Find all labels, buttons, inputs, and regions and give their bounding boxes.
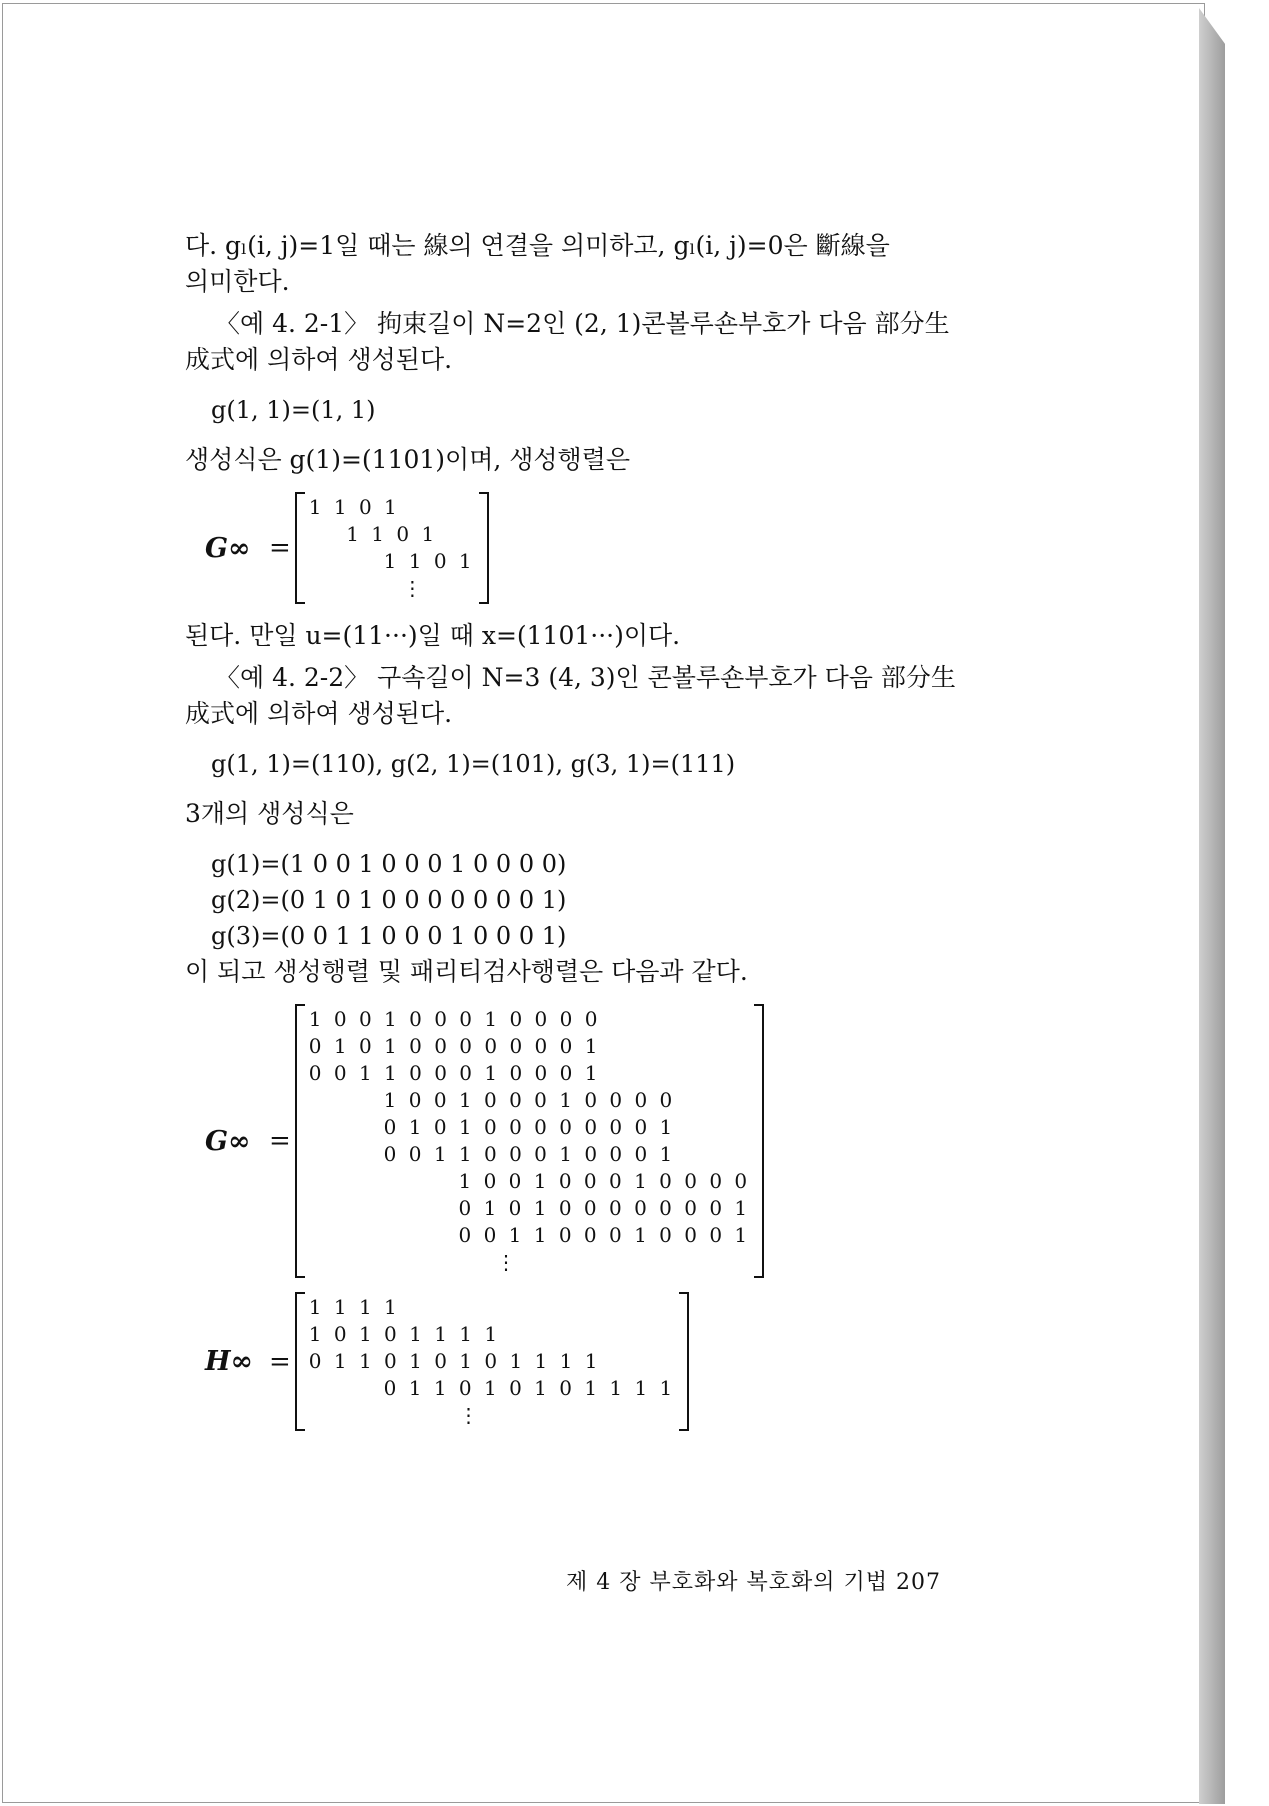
matrix-row: 0 1 0 1 0 0 0 0 0 0 0 1 [308,1115,676,1139]
matrix-row: 0 0 1 1 0 0 0 1 0 0 0 1 [308,1223,751,1247]
generator-matrix-1 [205,492,1000,604]
parity-check-matrix [205,1292,1000,1431]
matrix-label: H∞ [205,1346,254,1377]
matrix-row: 0 1 0 1 0 0 0 0 0 0 0 1 [308,1196,751,1220]
text-line-11: 3개의 생성식은 [185,799,354,828]
matrix-label: G∞ [205,532,251,564]
equation-g2: g(2)=(0 1 0 1 0 0 0 0 0 0 0 1) [211,886,567,914]
page-footer: 제 4 장 부호화와 복호화의 기법 207 [566,1570,941,1595]
text-line-7: 된다. 만일 u=(11···)일 때 x=(1101···)이다. [185,621,681,650]
text-line-2: 의미한다. [185,267,290,296]
matrix-row: 1 0 0 1 0 0 0 1 0 0 0 0 [308,1088,676,1112]
matrix-row: 0 0 1 1 0 0 0 1 0 0 0 1 [308,1142,676,1166]
example-4-2-2-heading: 〈예 4. 2-2〉 구속길이 N=3 (4, 3)인 콘볼루숀부호가 다음 部分生 [215,663,956,692]
matrix-body [295,1292,690,1431]
text-line-1: 다. gₗ(i, j)=1일 때는 線의 연결을 의미하고, gₗ(i, j)=0은 斷線을 [185,231,890,260]
text-line-6: 생성식은 g(1)=(1101)이며, 생성행렬은 [185,445,630,474]
matrix-row: 1 1 1 1 [308,1295,400,1319]
equals-sign: = [269,1126,291,1156]
equation-g1: g(1)=(1 0 0 1 0 0 0 1 0 0 0 0) [211,850,567,878]
equation-partial-generators: g(1, 1)=(110), g(2, 1)=(101), g(3, 1)=(111) [211,750,736,778]
equation-g11: g(1, 1)=(1, 1) [211,396,376,424]
matrix-body [295,1004,764,1278]
matrix-row: 0 1 0 1 0 0 0 0 0 0 0 1 [308,1034,601,1058]
text-line-15: 이 되고 생성행렬 및 패리티검사행렬은 다음과 같다. [185,957,748,986]
matrix-row: 0 1 1 0 1 0 1 0 1 1 1 1 [308,1376,676,1400]
text-line-9: 成式에 의하여 생성된다. [185,699,453,728]
matrix-body [295,492,489,604]
generator-matrix-2 [205,1004,1000,1278]
matrix-row: 1 1 0 1 [308,522,438,546]
text-line-4: 成式에 의하여 생성된다. [185,345,453,374]
matrix-row: ⋮ [308,576,426,600]
page-edge-shadow [1199,8,1225,1804]
matrix-row: 1 1 0 1 [308,495,400,519]
matrix-row: ⋮ [308,1403,482,1427]
matrix-row: 0 0 1 1 0 0 0 1 0 0 0 1 [308,1061,601,1085]
matrix-row: 1 0 0 1 0 0 0 1 0 0 0 0 [308,1169,751,1193]
matrix-row: 1 1 0 1 [308,549,475,573]
matrix-row: 0 1 1 0 1 0 1 0 1 1 1 1 [308,1349,601,1373]
equals-sign: = [269,1346,291,1377]
example-4-2-1-heading: 〈예 4. 2-1〉 拘束길이 N=2인 (2, 1)콘볼루숀부호가 다음 部分生 [215,309,950,338]
matrix-row: 1 0 0 1 0 0 0 1 0 0 0 0 [308,1007,601,1031]
equation-g3: g(3)=(0 0 1 1 0 0 0 1 0 0 0 1) [211,922,567,950]
matrix-row: ⋮ [308,1250,519,1274]
page-content [185,228,1000,1431]
matrix-row: 1 0 1 0 1 1 1 1 [308,1322,501,1346]
matrix-label: G∞ [205,1125,251,1157]
equals-sign: = [269,533,291,563]
